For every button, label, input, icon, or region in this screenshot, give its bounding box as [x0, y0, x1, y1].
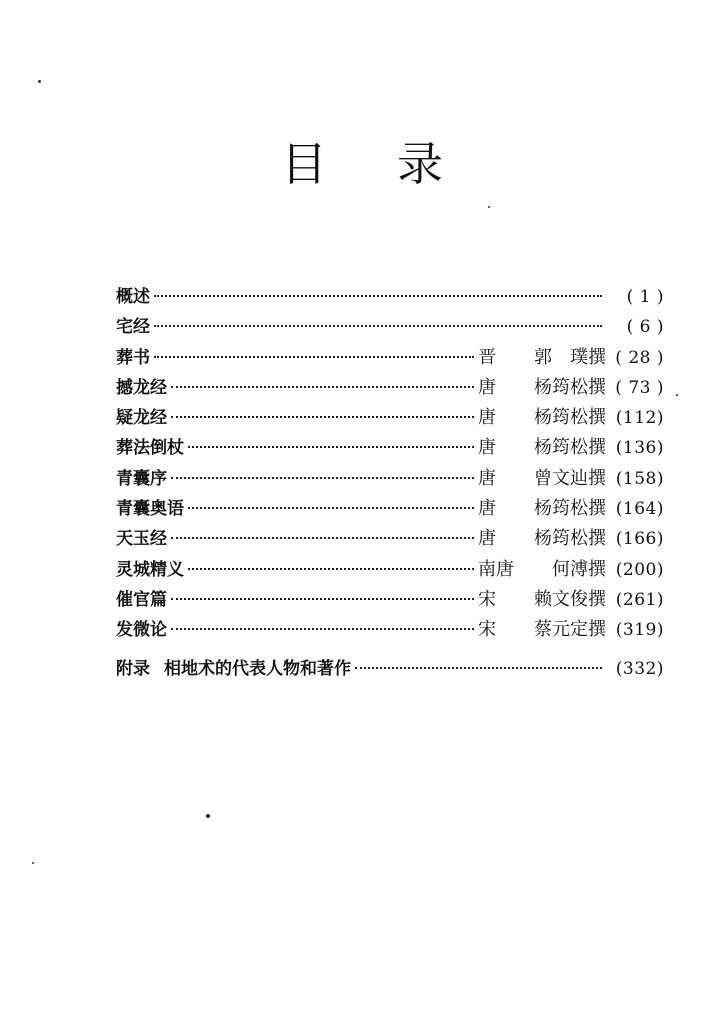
entry-dynasty: 宋 [478, 588, 496, 610]
toc-entry [116, 494, 664, 524]
entry-dynasty: 宋 [478, 619, 496, 641]
entry-author: 杨筠松撰 [534, 407, 606, 429]
toc-appendix [116, 654, 664, 684]
entry-page: (112) [615, 408, 664, 429]
entry-page: ( 6 ) [626, 317, 664, 338]
scan-speck [32, 862, 34, 864]
toc-entry [116, 615, 664, 645]
entry-title: 青囊序 [116, 468, 167, 489]
entry-page: (164) [615, 499, 664, 520]
entry-page: (158) [615, 468, 664, 489]
leader-dots [171, 537, 474, 539]
leader-dots [171, 477, 474, 479]
table-of-contents [116, 282, 664, 684]
toc-entry [116, 343, 664, 373]
scan-speck [38, 80, 41, 83]
leader-dots [188, 446, 474, 448]
leader-dots [171, 628, 474, 630]
leader-dots [154, 325, 602, 327]
entry-page: (319) [615, 620, 664, 641]
entry-title: 疑龙经 [116, 408, 167, 429]
entry-title: 催官篇 [116, 589, 167, 610]
toc-entry [116, 524, 664, 554]
leader-dots [154, 356, 474, 358]
leader-dots [188, 507, 474, 509]
entry-page: (136) [615, 438, 664, 459]
scan-speck [206, 814, 210, 818]
entry-page: ( 28 ) [615, 347, 664, 368]
scan-speck [488, 206, 490, 208]
entry-page: (200) [615, 559, 664, 580]
leader-dots [171, 416, 474, 418]
title-char-2: 录 [397, 137, 443, 191]
entry-author: 杨筠松撰 [534, 376, 606, 398]
toc-entry [116, 312, 664, 342]
entry-author: 郭 璞撰 [534, 346, 606, 368]
entry-dynasty: 南唐 [478, 558, 514, 580]
appendix-label: 附录 [116, 658, 150, 679]
appendix-page: (332) [615, 658, 664, 679]
entry-author: 杨筠松撰 [534, 498, 606, 520]
entry-dynasty: 唐 [478, 407, 496, 429]
toc-entry [116, 464, 664, 494]
entry-author: 杨筠松撰 [534, 528, 606, 550]
appendix-title: 相地术的代表人物和著作 [164, 658, 351, 679]
scan-speck [676, 394, 678, 396]
entry-title: 青囊奥语 [116, 499, 184, 520]
page-title [0, 128, 724, 194]
entry-title: 发微论 [116, 620, 167, 641]
toc-entry [116, 373, 664, 403]
title-char-1: 目 [281, 137, 327, 191]
entry-author: 何溥撰 [552, 558, 606, 580]
entry-author: 曾文辿撰 [534, 467, 606, 489]
entry-dynasty: 唐 [478, 467, 496, 489]
leader-dots [171, 386, 474, 388]
toc-entry [116, 282, 664, 312]
entry-title: 宅经 [116, 317, 150, 338]
entry-title: 概述 [116, 287, 150, 307]
entry-author: 蔡元定撰 [534, 619, 606, 641]
entry-dynasty: 唐 [478, 528, 496, 550]
toc-entry [116, 555, 664, 585]
entry-title: 葬书 [116, 347, 150, 368]
toc-entry [116, 403, 664, 433]
entry-page: ( 1 ) [626, 287, 664, 307]
entry-dynasty: 唐 [478, 498, 496, 520]
toc-entry [116, 433, 664, 463]
entry-dynasty: 晋 [478, 346, 496, 368]
toc-entry [116, 585, 664, 615]
leader-dots [355, 667, 602, 669]
leader-dots [171, 598, 474, 600]
entry-title: 撼龙经 [116, 377, 167, 398]
entry-title: 天玉经 [116, 529, 167, 550]
entry-title: 葬法倒杖 [116, 438, 184, 459]
entry-dynasty: 唐 [478, 376, 496, 398]
entry-page: (261) [615, 589, 664, 610]
entry-page: (166) [615, 529, 664, 550]
entry-author: 杨筠松撰 [534, 437, 606, 459]
entry-title: 灵城精义 [116, 559, 184, 580]
leader-dots [154, 295, 602, 297]
entry-page: ( 73 ) [615, 377, 664, 398]
leader-dots [188, 568, 474, 570]
entry-author: 赖文俊撰 [534, 588, 606, 610]
entry-dynasty: 唐 [478, 437, 496, 459]
